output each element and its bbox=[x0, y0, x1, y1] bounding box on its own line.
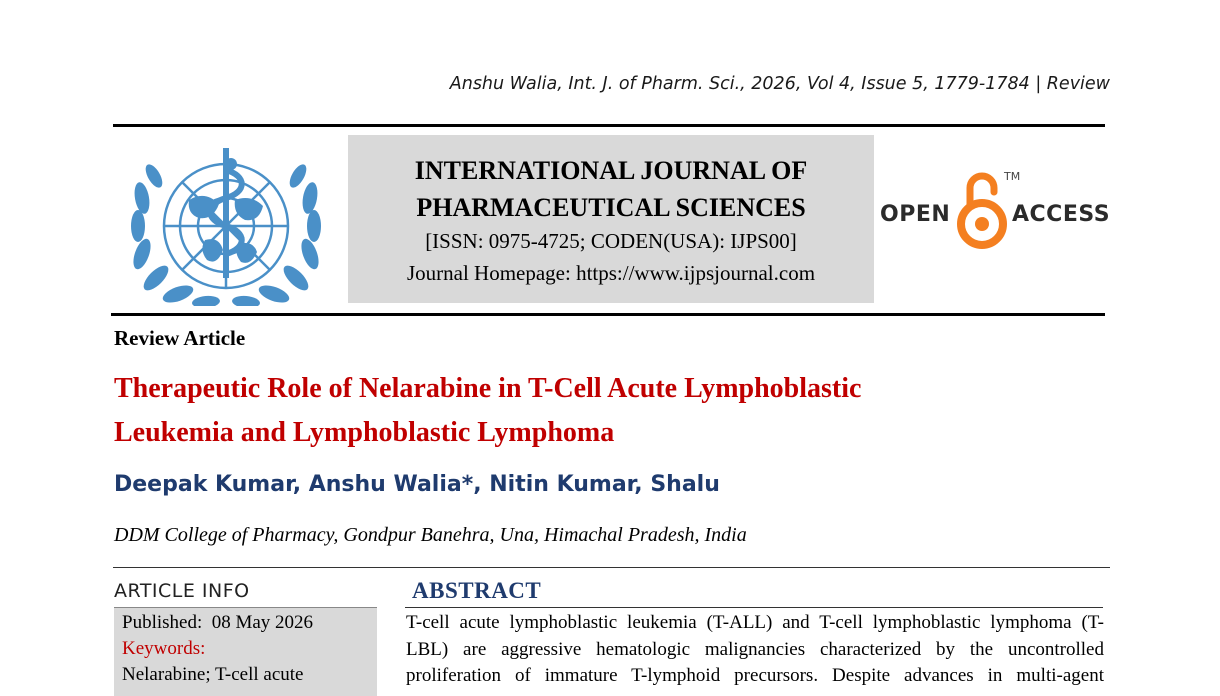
abstract-line: T-cell acute lymphoblastic leukemia (T-ALL) and T-cell lymphoblastic lymphoma (T- bbox=[406, 612, 1104, 633]
open-access-open-text: OPEN bbox=[880, 202, 951, 227]
journal-emblem-icon bbox=[127, 140, 325, 306]
keywords-value: Nelarabine; T-cell acute bbox=[122, 664, 304, 685]
open-access-logo bbox=[880, 164, 1111, 254]
article-info-box bbox=[114, 607, 377, 696]
open-access-access-text: ACCESS bbox=[1012, 202, 1111, 227]
article-info-heading: ARTICLE INFO bbox=[114, 580, 250, 602]
abstract-heading: ABSTRACT bbox=[412, 578, 542, 603]
journal-name: INTERNATIONAL JOURNAL OF PHARMACEUTICAL SCIENCES bbox=[414, 156, 808, 222]
journal-issn: [ISSN: 0975-4725; CODEN(USA): IJPS00] bbox=[425, 229, 797, 253]
abstract-line: LBL) are aggressive hematologic malignancies characterized by the uncontrolled bbox=[406, 638, 1104, 660]
abstract-body bbox=[406, 610, 1104, 690]
abstract-line: proliferation of immature T-lymphoid precursors. Despite advances in multi-agent bbox=[406, 665, 1104, 686]
journal-homepage: Journal Homepage: https://www.ijpsjournal.com bbox=[406, 261, 816, 285]
open-access-lock-icon bbox=[956, 166, 1008, 250]
header-bottom-rule bbox=[111, 313, 1105, 316]
trademark-symbol: TM bbox=[1004, 170, 1021, 183]
article-authors: Deepak Kumar, Anshu Walia*, Nitin Kumar, Shalu bbox=[114, 472, 720, 497]
affiliation-divider bbox=[113, 567, 1110, 568]
article-type: Review Article bbox=[114, 326, 246, 350]
journal-masthead bbox=[348, 135, 874, 303]
article-title: Therapeutic Role of Nelarabine in T-Cell Acute Lymphoblastic Leukemia and Lymphoblastic Lymphoma bbox=[114, 373, 862, 448]
published-date: Published: 08 May 2026 bbox=[122, 612, 314, 633]
citation-header: Anshu Walia, Int. J. of Pharm. Sci., 2026, Vol 4, Issue 5, 1779-1784 | Review bbox=[449, 74, 1110, 94]
abstract-divider bbox=[405, 607, 1103, 608]
keywords-label: Keywords: bbox=[122, 638, 206, 659]
header-top-rule bbox=[113, 124, 1105, 127]
article-affiliation: DDM College of Pharmacy, Gondpur Banehra, Una, Himachal Pradesh, India bbox=[114, 524, 747, 546]
